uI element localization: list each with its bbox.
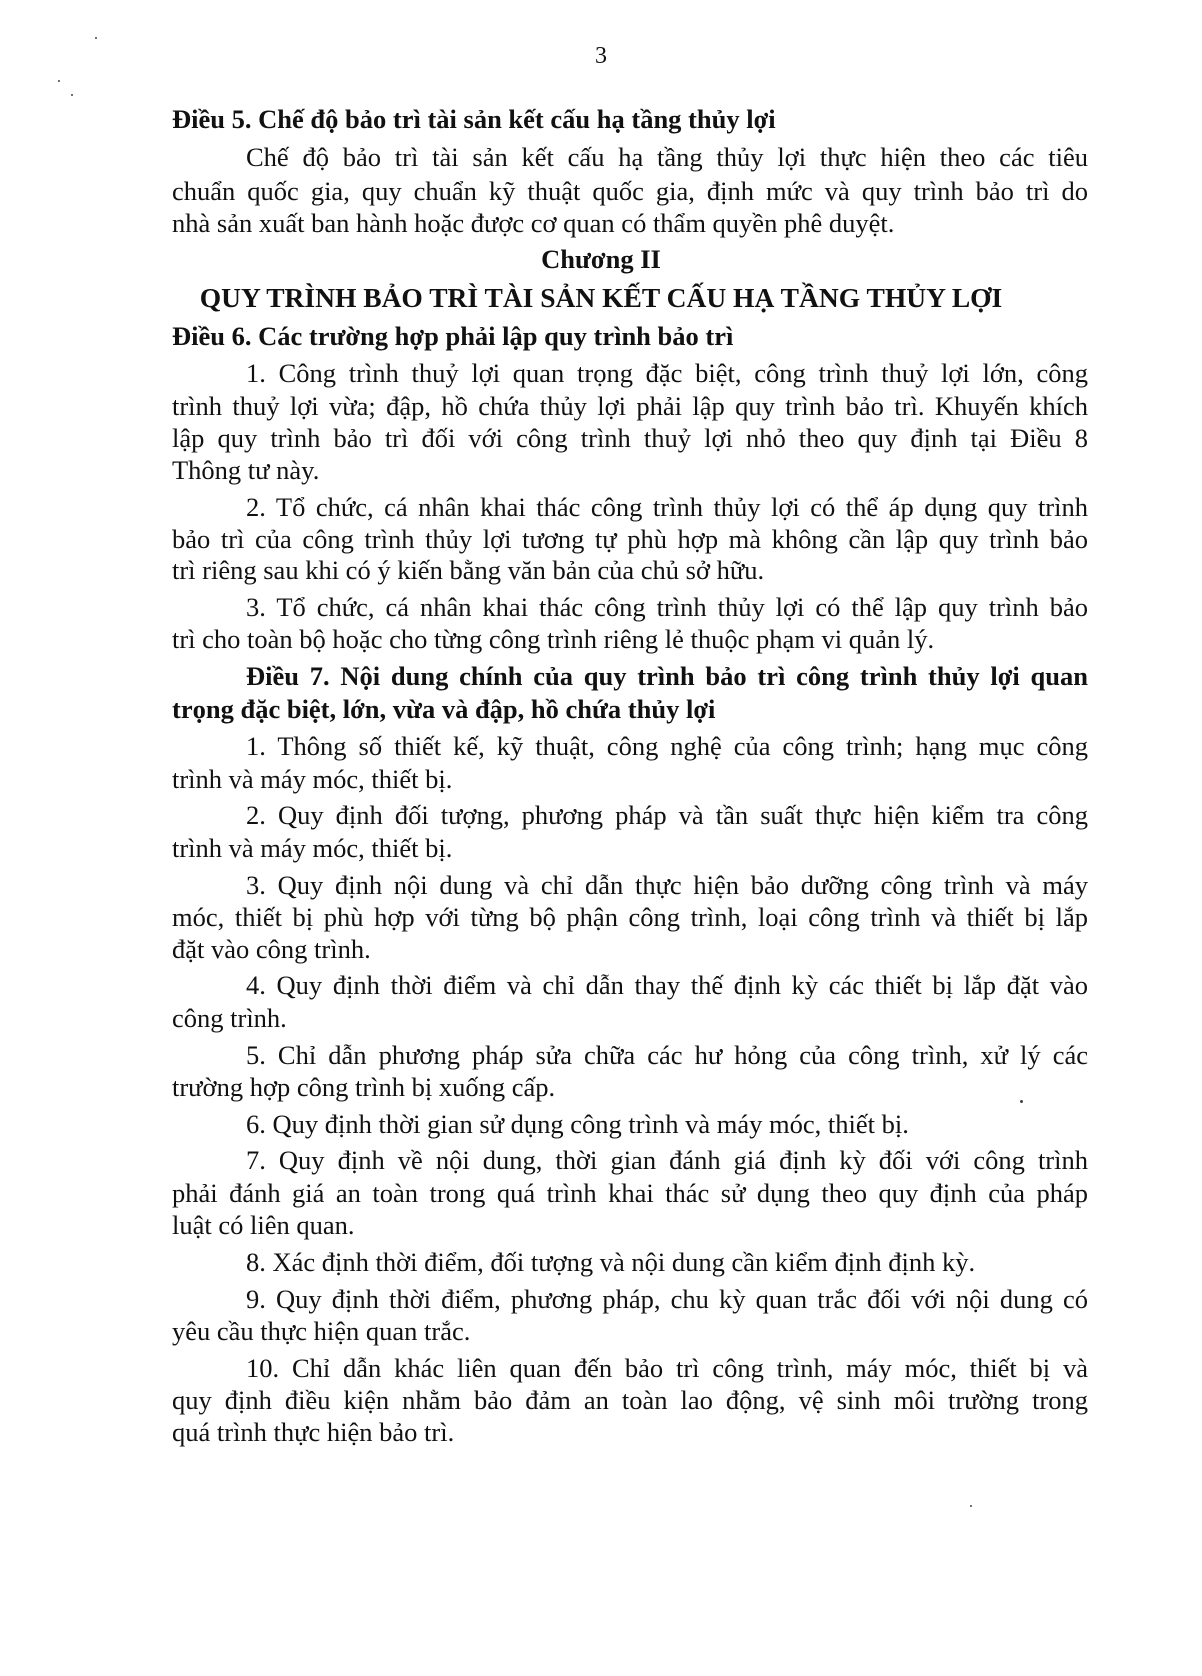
article-5-text-line: Chế độ bảo trì tài sản kết cấu hạ tầng thủy lợi thực hiện theo các tiêu <box>246 142 1088 172</box>
scan-speck <box>970 1505 972 1507</box>
article-7-item-line: đặt vào công trình. <box>172 934 371 964</box>
article-7-item-line: luật có liên quan. <box>172 1210 355 1240</box>
scan-speck <box>1020 1100 1023 1103</box>
article-7-item-line: 3. Quy định nội dung và chỉ dẫn thực hiện bảo dưỡng công trình và máy <box>246 870 1088 900</box>
article-7-item-line: quá trình thực hiện bảo trì. <box>172 1417 455 1447</box>
article-6-item-line: bảo trì của công trình thủy lợi tương tự phù hợp mà không cần lập quy trình bảo <box>172 524 1088 554</box>
chapter-label: Chương II <box>541 244 661 274</box>
page-number: 3 <box>595 43 607 69</box>
article-7-item-line: 1. Thông số thiết kế, kỹ thuật, công nghệ của công trình; hạng mục công <box>246 731 1088 761</box>
article-7-item-line: trường hợp công trình bị xuống cấp. <box>172 1072 556 1102</box>
article-6-item-line: 1. Công trình thuỷ lợi quan trọng đặc biệt, công trình thuỷ lợi lớn, công <box>246 358 1088 388</box>
article-6-item-line: 2. Tổ chức, cá nhân khai thác công trình thủy lợi có thể áp dụng quy trình <box>246 492 1088 522</box>
article-7-item-line: 9. Quy định thời điểm, phương pháp, chu kỳ quan trắc đối với nội dung có <box>246 1284 1088 1314</box>
article-7-item-line: yêu cầu thực hiện quan trắc. <box>172 1316 471 1346</box>
scan-speck <box>95 37 97 39</box>
article-6-item-line: trì cho toàn bộ hoặc cho từng công trình riêng lẻ thuộc phạm vi quản lý. <box>172 624 935 654</box>
article-7-item-line: 6. Quy định thời gian sử dụng công trình và máy móc, thiết bị. <box>246 1109 909 1139</box>
scan-speck <box>58 80 60 82</box>
article-5-heading: Điều 5. Chế độ bảo trì tài sản kết cấu hạ tầng thủy lợi <box>172 104 776 134</box>
article-6-item-line: Thông tư này. <box>172 455 320 485</box>
article-6-item-line: 3. Tổ chức, cá nhân khai thác công trình thủy lợi có thể lập quy trình bảo <box>246 592 1088 622</box>
article-7-heading-line: Điều 7. Nội dung chính của quy trình bảo trì công trình thủy lợi quan <box>246 661 1088 691</box>
article-7-item-line: 7. Quy định về nội dung, thời gian đánh giá định kỳ đối với công trình <box>246 1145 1088 1175</box>
article-6-heading: Điều 6. Các trường hợp phải lập quy trình bảo trì <box>172 321 734 351</box>
article-7-item-line: công trình. <box>172 1003 287 1033</box>
article-7-item-line: 8. Xác định thời điểm, đối tượng và nội dung cần kiểm định định kỳ. <box>246 1247 976 1277</box>
article-6-item-line: lập quy trình bảo trì đối với công trình thuỷ lợi nhỏ theo quy định tại Điều 8 <box>172 423 1088 453</box>
article-7-heading-line: trọng đặc biệt, lớn, vừa và đập, hồ chứa thủy lợi <box>172 694 716 724</box>
article-7-item-line: 10. Chỉ dẫn khác liên quan đến bảo trì công trình, máy móc, thiết bị và <box>246 1353 1088 1383</box>
article-5-text-line: nhà sản xuất ban hành hoặc được cơ quan có thẩm quyền phê duyệt. <box>172 208 895 238</box>
article-7-item-line: 5. Chỉ dẫn phương pháp sửa chữa các hư hỏng của công trình, xử lý các <box>246 1040 1088 1070</box>
article-7-item-line: 4. Quy định thời điểm và chỉ dẫn thay thế định kỳ các thiết bị lắp đặt vào <box>246 970 1088 1000</box>
article-6-item-line: trì riêng sau khi có ý kiến bằng văn bản của chủ sở hữu. <box>172 555 765 585</box>
article-7-item-line: trình và máy móc, thiết bị. <box>172 833 453 863</box>
scan-speck <box>71 94 73 96</box>
article-7-item-line: quy định điều kiện nhằm bảo đảm an toàn lao động, vệ sinh môi trường trong <box>172 1385 1088 1415</box>
chapter-title: QUY TRÌNH BẢO TRÌ TÀI SẢN KẾT CẤU HẠ TẦNG THỦY LỢI <box>199 282 1003 313</box>
article-7-item-line: phải đánh giá an toàn trong quá trình khai thác sử dụng theo quy định của pháp <box>172 1178 1088 1208</box>
article-6-item-line: trình thuỷ lợi vừa; đập, hồ chứa thủy lợi phải lập quy trình bảo trì. Khuyến khích <box>172 391 1088 421</box>
article-7-item-line: 2. Quy định đối tượng, phương pháp và tần suất thực hiện kiểm tra công <box>246 800 1088 830</box>
article-7-item-line: trình và máy móc, thiết bị. <box>172 764 453 794</box>
article-7-item-line: móc, thiết bị phù hợp với từng bộ phận công trình, loại công trình và thiết bị lắp <box>172 902 1088 932</box>
article-5-text-line: chuẩn quốc gia, quy chuẩn kỹ thuật quốc gia, định mức và quy trình bảo trì do <box>172 176 1088 206</box>
